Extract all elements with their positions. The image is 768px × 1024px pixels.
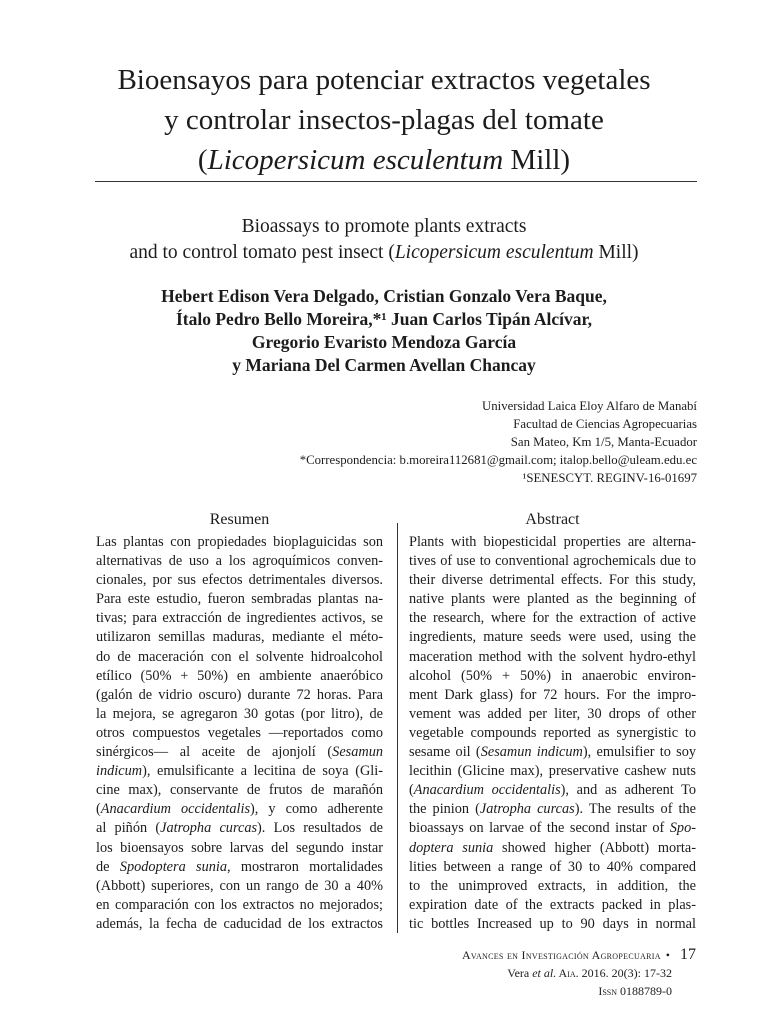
text-line: (galón de vidrio oscuro) durante 72 horas. Para [96, 686, 383, 703]
text-line: tic bottles Increased up to 90 days in normal [409, 915, 696, 932]
text-line: indicum), emulsificante a lecitina de soya (Gli- [96, 763, 383, 780]
text-line: (Abbott) superiores, con un rango de 30 a 40% [96, 877, 383, 894]
english-title-line-1: Bioassays to promote plants extracts [241, 216, 527, 237]
text-line: tives of use to conventional agrochemicals due to [409, 553, 696, 570]
abstract-text [409, 533, 696, 934]
text-line: en comparación con los extractos no mejorados; [96, 896, 383, 913]
text-line: the pinion (Jatropha curcas). The results of the [409, 801, 696, 818]
text-line: alcohol (50% + 50%) in anaerobic environ- [409, 667, 696, 684]
column-divider [397, 523, 398, 933]
resumen-heading: Resumen [209, 511, 270, 528]
text-line: cionales, por sus efectos detrimentales diversos. [96, 572, 383, 589]
text-line: otros compuestos vegetales —reportados como [96, 724, 383, 741]
text-line: al piñón (Jatropha curcas). Los resultados de [96, 820, 383, 837]
text-line: doptera sunia showed higher (Abbott) morta- [409, 839, 696, 856]
text-line: their diverse detrimental effects. For this study, [409, 572, 696, 589]
footer-journal-row [462, 946, 696, 964]
text-line: Plants with biopesticidal properties are alterna- [409, 534, 696, 550]
text-line: etílico (50% + 50%) en ambiente anaeróbico [96, 667, 383, 684]
text-line: lities between a range of 30 to 40% compared [409, 858, 696, 875]
text-line: sinérgicos— al aceite de ajonjolí (Sesamun [96, 744, 383, 761]
species-name: Licopersicum esculentum [394, 242, 594, 263]
registration-line: ¹SENESCYT. REGINV-16-01697 [522, 471, 697, 485]
author-line: Ítalo Pedro Bello Moreira,*¹ Juan Carlos Tipán Alcívar, [175, 309, 593, 329]
text-line: do de maceración con el solvente hidroalcohol [96, 648, 383, 665]
text-line: vegetable compounds reported as synergistic to [409, 724, 696, 741]
paper-title-spanish [72, 60, 696, 180]
text-line: tivas; para extracción de ingredientes activos, se [96, 610, 383, 627]
citation-line: Vera et al. Aia. 2016. 20(3): 17-32 [507, 966, 672, 980]
text-line: Para este estudio, fueron sembradas plantas na- [96, 591, 383, 608]
text-line: (Anacardium occidentalis), and as adherent To [409, 782, 696, 799]
text-line: native plants were planted as the beginning of [409, 591, 696, 608]
text-line: sesame oil (Sesamun indicum), emulsifier to soy [409, 744, 696, 761]
author-line: y Mariana Del Carmen Avellan Chancay [232, 355, 536, 375]
text-line: alternativas de uso a los agroquímicos conven- [96, 553, 383, 570]
title-line-1: Bioensayos para potenciar extractos vegetales [117, 64, 651, 96]
affiliation-university: Universidad Laica Eloy Alfaro de Manabí [482, 399, 697, 413]
title-line-3: (Licopersicum esculentum Mill) [197, 144, 571, 176]
text-line: maceration method with the solvent hydro-ethyl [409, 648, 696, 665]
text-line: cine max), conservante de frutos de marañón [96, 782, 383, 799]
english-title-line-2: and to control tomato pest insect (Licopersicum esculentum Mill) [129, 242, 639, 263]
affiliation-block [137, 397, 697, 487]
author-line: Gregorio Evaristo Mendoza García [251, 332, 517, 352]
text-line: the research, where for the extraction of active [409, 610, 696, 627]
text-line: de Spodoptera sunia, mostraron mortalidades [96, 858, 383, 875]
page-number: 17 [680, 946, 696, 963]
correspondence-line: *Correspondencia: b.moreira112681@gmail.com; italop.bello@uleam.edu.ec [299, 453, 697, 467]
text-line: vement was added per liter, 30 drops of other [409, 705, 696, 722]
text-line: lecithin (Glicine max), preservative cashew nuts [409, 763, 696, 780]
affiliation-address: San Mateo, Km 1/5, Manta-Ecuador [510, 435, 697, 449]
footer-bullet: • [665, 948, 670, 962]
text-line: (Anacardium occidentalis), y como adherente [96, 801, 383, 818]
abstract-heading: Abstract [525, 511, 580, 528]
text-line: Las plantas con propiedades bioplaguicidas son [96, 534, 383, 550]
title-line-2: y controlar insectos-plagas del tomate [164, 104, 604, 136]
issn-line: Issn 0188789-0 [598, 984, 672, 998]
text-line: to the unimproved extracts, in addition, the [409, 877, 696, 894]
text-line: bioassays on larvae of the second instar of Spo- [409, 820, 696, 837]
text-line: expiration date of the extracts packed in plas- [409, 896, 696, 913]
paper-title-english [72, 214, 696, 266]
text-line: ingredients, mature seeds were used, using the [409, 629, 696, 646]
author-line: Hebert Edison Vera Delgado, Cristian Gonzalo Vera Baque, [161, 286, 607, 306]
journal-name: Avances en Investigación Agropecuaria [461, 948, 661, 962]
page-footer [462, 946, 696, 1000]
title-divider [95, 181, 697, 182]
author-list [72, 285, 696, 377]
text-line: utilizaron semillas maduras, mediante el méto- [96, 629, 383, 646]
text-line: además, la fecha de caducidad de los extractos [96, 915, 383, 932]
species-name: Licopersicum esculentum [207, 144, 504, 176]
text-line: ment Dark glass) for 72 hours. For the impro- [409, 686, 696, 703]
resumen-text [96, 533, 383, 934]
text-line: los bioensayos sobre larvas del segundo instar [96, 839, 383, 856]
text-line: la mejora, se agregaron 30 gotas (por litro), de [96, 705, 383, 722]
affiliation-faculty: Facultad de Ciencias Agropecuarias [513, 417, 697, 431]
